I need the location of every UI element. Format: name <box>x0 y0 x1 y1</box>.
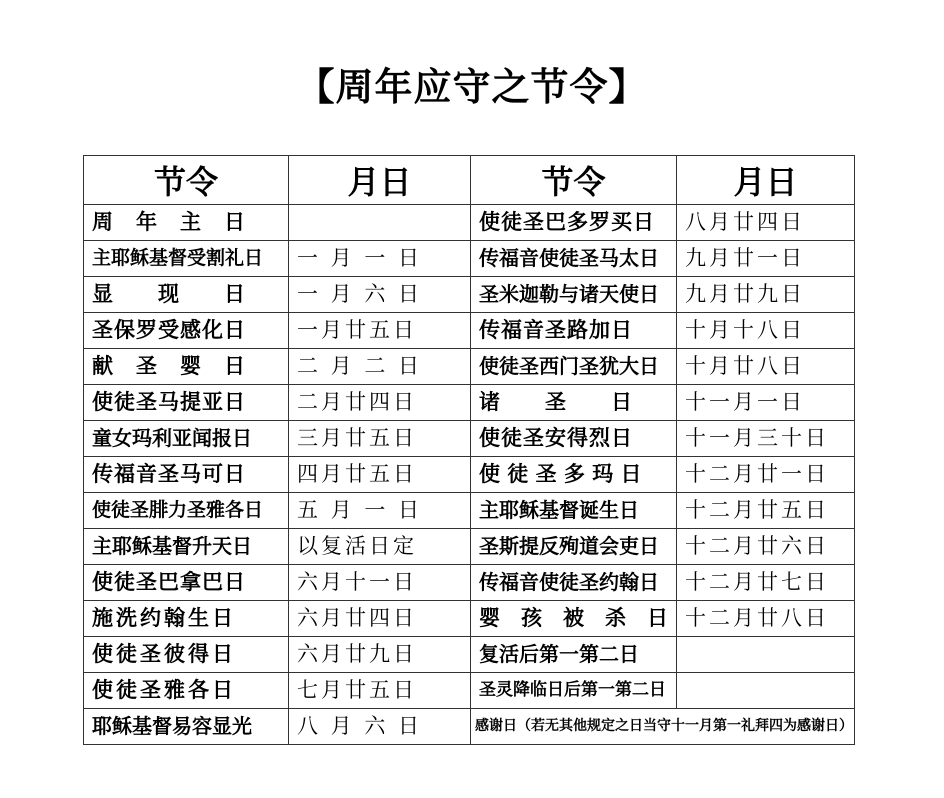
festival-date: 二 月 二 日 <box>289 349 471 385</box>
festival-date: 二月廿四日 <box>289 385 471 421</box>
table-row <box>84 601 855 637</box>
table-row <box>84 385 855 421</box>
header-date-left: 月日 <box>289 156 471 205</box>
festival-name: 主耶稣基督升天日 <box>84 529 289 565</box>
festival-date: 十二月廿八日 <box>677 601 855 637</box>
festival-name: 传福音圣马可日 <box>84 457 289 493</box>
festival-name: 施洗约翰生日 <box>84 601 289 637</box>
festival-date <box>677 673 855 709</box>
festival-name: 传福音圣路加日 <box>471 313 677 349</box>
festival-date: 六月廿九日 <box>289 637 471 673</box>
festival-date: 十一月一日 <box>677 385 855 421</box>
table-header-row <box>84 156 855 205</box>
table-row <box>84 529 855 565</box>
festival-name: 使 徒 圣 多 玛 日 <box>471 457 677 493</box>
festival-date: 以复活日定 <box>289 529 471 565</box>
festival-name: 使徒圣腓力圣雅各日 <box>84 493 289 529</box>
header-festival-left: 节令 <box>84 156 289 205</box>
table-row <box>84 565 855 601</box>
festival-name: 周 年 主 日 <box>84 205 289 241</box>
festival-date: 三月廿五日 <box>289 421 471 457</box>
table-row <box>84 277 855 313</box>
table-row <box>84 457 855 493</box>
table-row <box>84 313 855 349</box>
festival-name: 复活后第一第二日 <box>471 637 677 673</box>
festival-name: 诸 圣 日 <box>471 385 677 421</box>
festival-date: 十一月三十日 <box>677 421 855 457</box>
festival-name: 耶稣基督易容显光 <box>84 709 289 745</box>
table-row <box>84 709 855 745</box>
page-title: 【周年应守之节令】 <box>296 65 648 109</box>
festival-name: 童女玛利亚闻报日 <box>84 421 289 457</box>
festival-date: 十二月廿五日 <box>677 493 855 529</box>
festival-date: 八月廿四日 <box>677 205 855 241</box>
festival-name: 使徒圣巴拿巴日 <box>84 565 289 601</box>
festival-name: 献 圣 婴 日 <box>84 349 289 385</box>
table-row <box>84 421 855 457</box>
festival-name: 使徒圣西门圣犹大日 <box>471 349 677 385</box>
festival-date: 十月十八日 <box>677 313 855 349</box>
festival-name: 圣保罗受感化日 <box>84 313 289 349</box>
table-row <box>84 349 855 385</box>
festival-date: 九月廿九日 <box>677 277 855 313</box>
header-festival-right: 节令 <box>471 156 677 205</box>
festival-date: 五 月 一 日 <box>289 493 471 529</box>
festival-name: 主耶稣基督诞生日 <box>471 493 677 529</box>
table-row <box>84 241 855 277</box>
festival-date: 七月廿五日 <box>289 673 471 709</box>
festival-date <box>289 205 471 241</box>
festival-date: 一 月 一 日 <box>289 241 471 277</box>
festival-date: 十月廿八日 <box>677 349 855 385</box>
festival-name: 圣米迦勒与诸天使日 <box>471 277 677 313</box>
festival-name: 传福音使徒圣马太日 <box>471 241 677 277</box>
festival-date: 十二月廿一日 <box>677 457 855 493</box>
festival-name: 使徒圣雅各日 <box>84 673 289 709</box>
festival-name: 使徒圣马提亚日 <box>84 385 289 421</box>
festival-date: 十二月廿七日 <box>677 565 855 601</box>
festival-date <box>677 637 855 673</box>
festival-table <box>83 155 855 745</box>
festival-name: 使徒圣安得烈日 <box>471 421 677 457</box>
festival-name: 使徒圣彼得日 <box>84 637 289 673</box>
festival-date: 一 月 六 日 <box>289 277 471 313</box>
festival-name-thanksgiving: 感谢日（若无其他规定之日当守十一月第一礼拜四为感谢日） <box>471 709 855 745</box>
festival-name: 圣斯提反殉道会吏日 <box>471 529 677 565</box>
festival-name: 使徒圣巴多罗买日 <box>471 205 677 241</box>
festival-date: 八 月 六 日 <box>289 709 471 745</box>
festival-name: 圣灵降临日后第一第二日 <box>471 673 677 709</box>
table-row <box>84 493 855 529</box>
table-row <box>84 637 855 673</box>
festival-name: 主耶稣基督受割礼日 <box>84 241 289 277</box>
festival-date: 四月廿五日 <box>289 457 471 493</box>
festival-date: 十二月廿六日 <box>677 529 855 565</box>
festival-name: 显 现 日 <box>84 277 289 313</box>
festival-date: 六月十一日 <box>289 565 471 601</box>
header-date-right: 月日 <box>677 156 855 205</box>
festival-name: 婴 孩 被 杀 日 <box>471 601 677 637</box>
table-row <box>84 673 855 709</box>
festival-name: 传福音使徒圣约翰日 <box>471 565 677 601</box>
table-row <box>84 205 855 241</box>
festival-date: 六月廿四日 <box>289 601 471 637</box>
festival-date: 九月廿一日 <box>677 241 855 277</box>
festival-date: 一月廿五日 <box>289 313 471 349</box>
